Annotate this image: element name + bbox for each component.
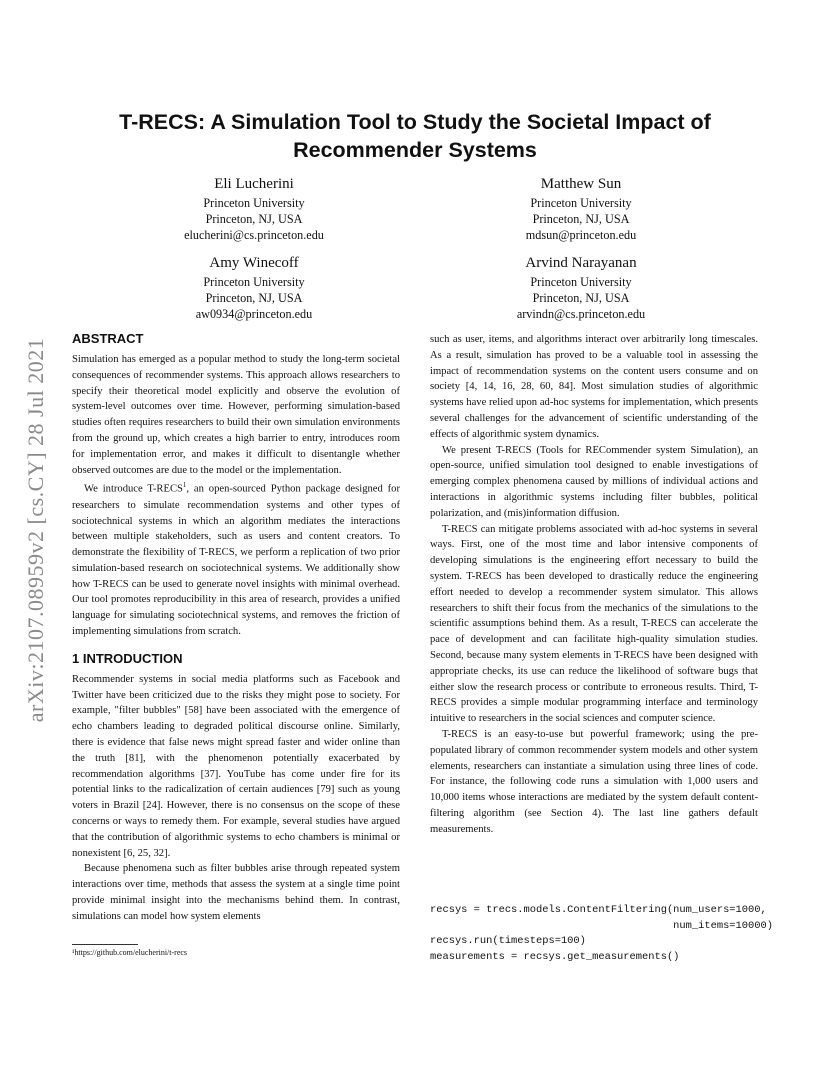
abstract-paragraph: We introduce T-RECS$^1$, an open-sourced Python package designed for researchers to simulate recommendation systems and other types of sociotechnical systems in which an algorithm mediates the interactions between multiple stakeholders, such as users and content creators. To demonstrate the flexibility of T-RECS, we perform a replication of two prior simulation-based research on sociotechnical systems. We additionally show how T-RECS can be used to generate novel insights with minimal overhead. Our tool promotes reproducibility in this area of research, provides a unified language for simulating sociotechnical systems, and removes the friction of implementing simulations from scratch.	[72, 481, 400, 638]
paper-title	[90, 108, 740, 164]
author-affiliation: Princeton University	[203, 196, 305, 210]
author-name: Arvind Narayanan	[525, 255, 637, 271]
footnote[interactable]: ¹https://github.com/elucherini/t-recs	[72, 948, 188, 957]
abstract-paragraph: Simulation has emerged as a popular method to study the long-term societal consequences of recommender systems. This approach allows researchers to specify their theoretical model explicitly and observe the evolution of system-level outcomes over time. However, performing simulation-based studies often requires researchers to build their own simulation environments from the ground up, which creates a high barrier to entry, introduces room for implementation error, and makes it difficult to disentangle whether observed outcomes are due to the model or the implementation.	[72, 354, 400, 476]
title-line-2: Recommender Systems	[293, 138, 537, 162]
right-column	[430, 332, 758, 838]
author-affiliation: Princeton University	[530, 275, 632, 289]
author-location: Princeton, NJ, USA	[205, 291, 303, 305]
body-paragraph: such as user, items, and algorithms interact over arbitrarily long timescales. As a result, simulation has proved to be a valuable tool in assessing the impact of recommendation systems on the content users consume and on society [4, 14, 16, 28, 60, 84]. Most simulation studies of algorithmic systems have relied upon ad-hoc systems for implementation, which presents several challenges for the advancement of scientific understanding of the effects of algorithmic system dynamics.	[430, 334, 758, 440]
author-name: Eli Lucherini	[214, 176, 294, 192]
author-location: Princeton, NJ, USA	[205, 212, 303, 226]
author-name: Matthew Sun	[540, 176, 622, 192]
author-block	[114, 173, 394, 243]
author-email[interactable]: mdsun@princeton.edu	[525, 228, 637, 242]
arxiv-identifier: arXiv:2107.08959v2 [cs.CY] 28 Jul 2021	[23, 337, 48, 723]
introduction-heading: 1 INTRODUCTION	[72, 650, 183, 666]
author-block	[441, 252, 721, 322]
footnote-rule	[72, 944, 138, 945]
author-email[interactable]: aw0934@princeton.edu	[195, 307, 313, 321]
intro-paragraph: Recommender systems in social media platforms such as Facebook and Twitter have been criticized due to the risks they might pose to society. For example, "filter bubbles" [58] have been associated with the emergence of echo chambers leading to degraded political discourse online. Similarly, there is evidence that false news might spread faster and wider online than the truth [81], with the phenomenon potentially exacerbated by recommendation algorithms [37]. YouTube has come under fire for its potential links to the radicalization of certain audiences [79] such as young voters in Brazil [24]. However, there is no consensus on the scope of these concerns or ways to remedy them. For example, several studies have argued that the contribution of algorithmic systems to echo chambers is minimal or nonexistent [6, 25, 32].	[72, 673, 400, 859]
intro-paragraph: Because phenomena such as filter bubbles arise through repeated system interactions over time, methods that assess the system at a single time point provide minimal insight into the mechanisms behind them. In contrast, simulations can model how system elements	[72, 863, 400, 922]
author-location: Princeton, NJ, USA	[532, 291, 630, 305]
author-affiliation: Princeton University	[530, 196, 632, 210]
code-listing: recsys = trecs.models.ContentFiltering(num_users=1000, num_items=10000) recsys.run(timesteps=100) measurements = recsys.get_measurements()	[430, 904, 773, 963]
author-email[interactable]: arvindn@cs.princeton.edu	[516, 307, 646, 321]
author-location: Princeton, NJ, USA	[532, 212, 630, 226]
body-paragraph: T-RECS can mitigate problems associated with ad-hoc systems in several ways. First, one of the most time and labor intensive components of developing simulations is the engineering effort necessary to build the system. T-RECS has been developed to drastically reduce the engineering effort needed to develop a recommender system simulator. This allows researchers to shift their focus from the mechanics of the simulations to the scientific assumptions behind them. As a result, T-RECS can accelerate the pace of development and can facilitate high-quality simulation studies. Second, because many system elements in T-RECS have been designed with appropriate checks, its use can reduce the likelihood of software bugs that either slow the research process or contribute to erroneous results. Third, T-RECS provides a simple modular programming interface and terminology intuitive to researchers in the social sciences and computer science.	[430, 523, 758, 725]
author-email[interactable]: elucherini@cs.princeton.edu	[184, 228, 324, 242]
body-paragraph: We present T-RECS (Tools for RECommender system Simulation), an open-source, unified simulation tool designed to enable investigations of emerging complex phenomena caused by millions of individual actions and interactions in algorithmic systems including filter bubbles, political polarization, and (mis)information diffusion.	[430, 444, 758, 519]
footnote-marker[interactable]: 1	[182, 481, 187, 490]
author-block	[114, 252, 394, 322]
abstract-heading: ABSTRACT	[72, 331, 144, 346]
author-affiliation: Princeton University	[203, 275, 305, 289]
author-block	[441, 173, 721, 243]
left-column	[72, 330, 400, 925]
body-paragraph: T-RECS is an easy-to-use but powerful framework; using the pre-populated library of common recommender system models and other system elements, researchers can instantiate a simulation using three lines of code. For instance, the following code runs a simulation with 1,000 users and 10,000 items whose interactions are mediated by the system default content-filtering algorithm (see Section 4). The last line gathers default measurements.	[430, 728, 758, 835]
author-name: Amy Winecoff	[209, 255, 299, 271]
title-line-1: T-RECS: A Simulation Tool to Study the Societal Impact of	[119, 110, 711, 134]
